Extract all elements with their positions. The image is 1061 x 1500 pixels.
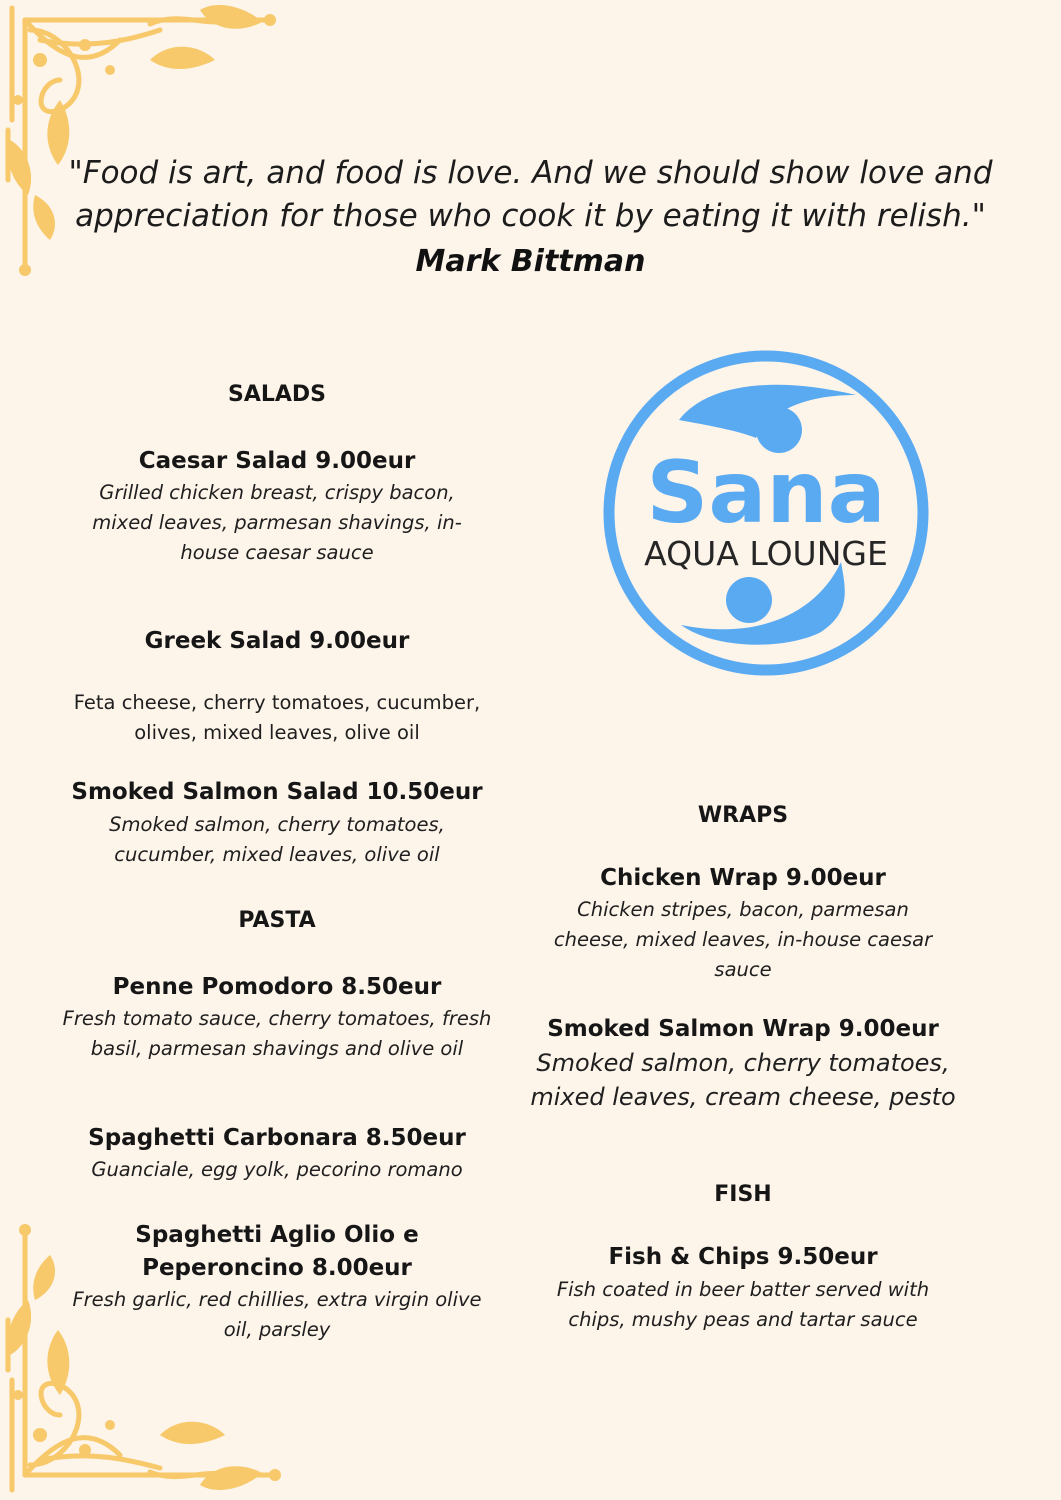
menu-item-name: Smoked Salmon Salad 10.50eur <box>71 779 483 805</box>
quote-author: Mark Bittman <box>415 244 646 279</box>
menu-item-description: Smoked salmon, cherry tomatoes, cucumber, mixed leaves, olive oil <box>109 813 445 866</box>
menu-item-description: Feta cheese, cherry tomatoes, cucumber, olives, mixed leaves, olive oil <box>73 691 481 744</box>
section-title-wraps: WRAPS <box>697 803 789 828</box>
quote-text: "Food is art, and food is love. And we should show love and appreciation for those who cook it by eating it with relish." <box>68 155 993 234</box>
menu-item-description: Guanciale, egg yolk, pecorino romano <box>91 1158 463 1181</box>
section-title-pasta: PASTA <box>238 908 316 933</box>
menu-item-name: Smoked Salmon Wrap 9.00eur <box>547 1016 939 1042</box>
section-title-salads: SALADS <box>227 382 327 407</box>
menu-item-name: Penne Pomodoro 8.50eur <box>112 974 442 1000</box>
menu-item-name: Spaghetti Aglio Olio e Peperoncino 8.00eur <box>135 1222 419 1281</box>
menu-item-description: Fresh garlic, red chillies, extra virgin olive oil, parsley <box>72 1288 482 1341</box>
menu-item-description: Fresh tomato sauce, cherry tomatoes, fresh basil, parmesan shavings and olive oil <box>62 1007 492 1060</box>
menu-item-name: Fish & Chips 9.50eur <box>608 1244 878 1270</box>
menu-item-description: Fish coated in beer batter served with chips, mushy peas and tartar sauce <box>556 1278 930 1331</box>
menu-item-description: Grilled chicken breast, crispy bacon, mixed leaves, parmesan shavings, in-house caesar sauce <box>92 481 462 564</box>
menu-item-name: Chicken Wrap 9.00eur <box>600 865 886 891</box>
logo-name: Sana <box>646 443 886 543</box>
left-menu-column <box>52 0 502 1500</box>
menu-item-name: Greek Salad 9.00eur <box>144 628 410 654</box>
right-menu-column <box>520 0 966 1500</box>
menu-item-name: Spaghetti Carbonara 8.50eur <box>88 1125 466 1151</box>
section-title-fish: FISH <box>714 1182 772 1207</box>
menu-item-name: Caesar Salad 9.00eur <box>138 448 416 474</box>
menu-item-description: Smoked salmon, cherry tomatoes, mixed leaves, cream cheese, pesto <box>530 1049 956 1111</box>
menu-item-description: Chicken stripes, bacon, parmesan cheese, mixed leaves, in-house caesar sauce <box>553 898 933 981</box>
logo-subtitle: AQUA LOUNGE <box>644 534 888 573</box>
